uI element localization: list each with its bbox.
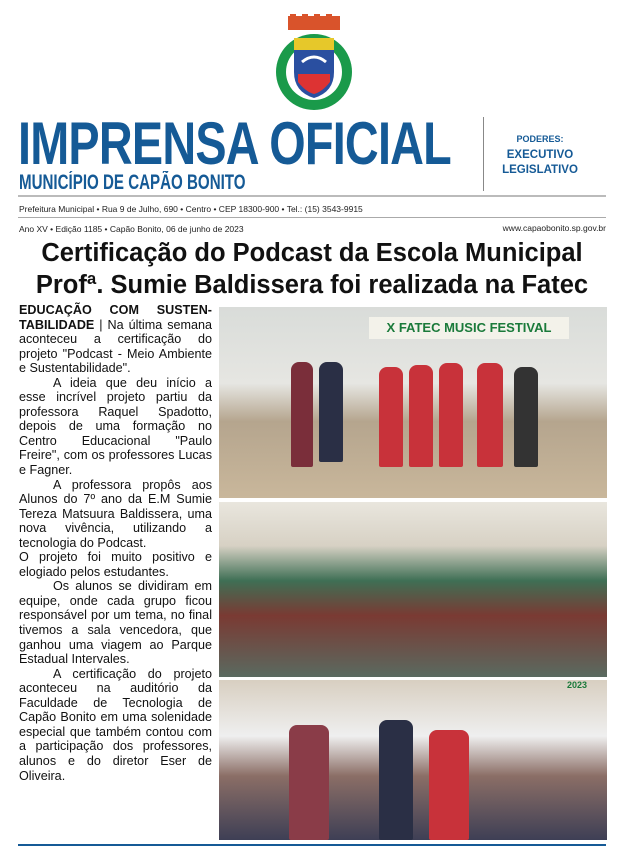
newspaper-title: IMPRENSA OFICIAL [18,110,451,177]
edition-line: Ano XV • Edição 1185 • Capão Bonito, 06 de junho de 2023 [19,224,244,234]
poderes-label: PODERES: [516,134,564,144]
photo-banner: X FATEC MUSIC FESTIVAL [369,317,569,339]
paragraph: A ideia que deu início a esse incrível projeto partiu da professora Raquel Spadotto, depois de uma formação no Centro Educacional "Paulo Freire", com os professores Lucas e Fagner. [19,375,212,478]
header-rule [18,195,606,197]
paragraph: A certificação do projeto aconteceu na auditório da Faculdade de Tecnologia de Capão Bonito em uma solenidade especial que também contou com a participação dos professores, alunos e do diretor Eser de Oliveira. [19,666,212,783]
paragraph: A professora propôs aos Alunos do 7º ano da E.M Sumie Tereza Matsuura Baldissera, uma nova vivência, utilizando a tecnologia do Podcast. [19,477,212,550]
headline-line-1: Certificação do Podcast da Escola Municipal [41,239,583,267]
article-headline [14,237,610,301]
municipal-coat-of-arms-logo [272,14,356,112]
photo-banner-year: 2023 [566,680,587,690]
footer-rule [18,844,606,846]
address-rule [18,217,606,218]
lead-kicker: EDUCAÇÃO COM SUSTEN-TABILIDADE [19,303,212,332]
headline-line-2: Profª. Sumie Baldissera foi realizada na Fatec [35,271,589,299]
photo-certificate-handover [219,680,607,840]
photo-auditorium-students [219,502,607,677]
address-line: Prefeitura Municipal • Rua 9 de Julho, 690 • Centro • CEP 18300-900 • Tel.: (15) 3543-9915 [19,204,363,214]
website-link[interactable]: www.capaobonito.sp.gov.br [502,223,606,233]
lead-text: | Na última semana aconteceu a certificação do projeto "Podcast - Meio Ambiente e Sustentabilidade". [19,317,212,376]
municipality-subtitle: MUNICÍPIO DE CAPÃO BONITO [19,171,246,194]
paragraph: O projeto foi muito positivo e elogiado pelos estudantes. [19,550,212,579]
paragraph: Os alunos se dividiram em equipe, onde cada grupo ficou responsável por um tema, no final tivemos a sala vencedora, que ganhou uma viagem ao Parque Estadual Intervales. [19,579,212,667]
photo-group-certificates [219,307,607,498]
poder-executivo: EXECUTIVO [506,149,574,161]
vertical-divider [483,117,484,191]
article-body [19,303,212,783]
poder-legislativo: LEGISLATIVO [502,164,578,176]
poderes-block [490,134,590,178]
